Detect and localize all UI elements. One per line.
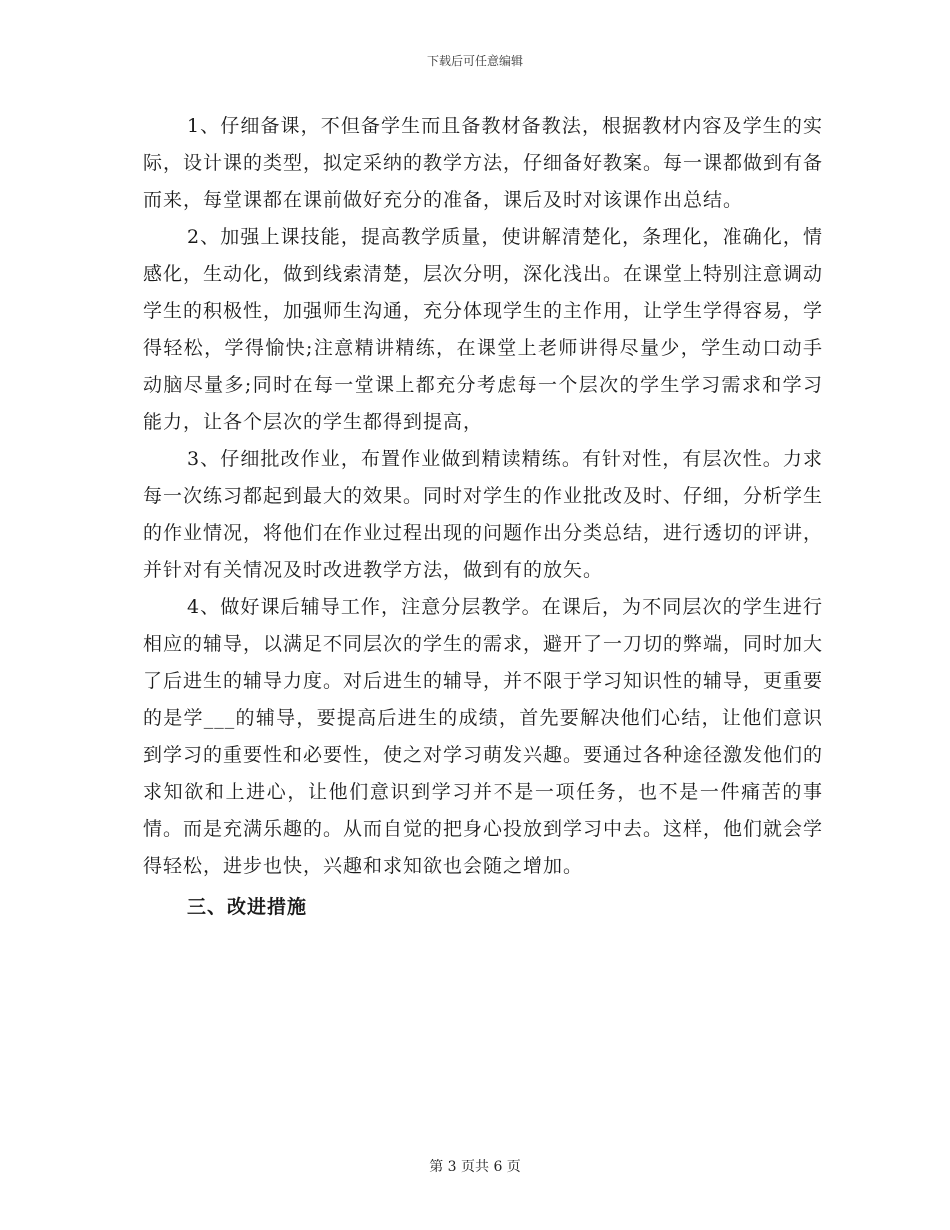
page-footer: 第 3 页共 6 页 <box>429 1159 521 1175</box>
paragraph-4: 4、做好课后辅导工作，注意分层教学。在课后，为不同层次的学生进行相应的辅导，以满足不同层次的学生的需求，避开了一刀切的弊端，同时加大了后进生的辅导力度。对后进生的辅导，并不限于学习知识性的辅导，更重要的是学___的辅导，要提高后进生的成绩，首先要解决他们心结，让他们意识到学习的重要性和必要性，使之对学习萌发兴趣。要通过各种途径激发他们的求知欲和上进心，让他们意识到学习并不是一项任务，也不是一件痛苦的事情。而是充满乐趣的。从而自觉的把身心投放到学习中去。这样，他们就会学得轻松，进步也快，兴趣和求知欲也会随之增加。 <box>143 596 824 877</box>
document-body <box>143 108 823 927</box>
page-header: 下载后可任意编辑 <box>426 54 523 68</box>
paragraph-1: 1、仔细备课，不但备学生而且备教材备教法，根据教材内容及学生的实际，设计课的类型，拟定采纳的教学方法，仔细备好教案。每一课都做到有备而来，每堂课都在课前做好充分的准备，课后及时对该课作出总结。 <box>143 115 824 211</box>
section-heading: 三、改进措施 <box>187 896 308 918</box>
paragraph-2: 2、加强上课技能，提高教学质量，使讲解清楚化，条理化，准确化，情感化，生动化，做到线索清楚，层次分明，深化浅出。在课堂上特别注意调动学生的积极性，加强师生沟通，充分体现学生的主作用，让学生学得容易，学得轻松，学得愉快;注意精讲精练，在课堂上老师讲得尽量少，学生动口动手动脑尽量多;同时在每一堂课上都充分考虑每一个层次的学生学习需求和学习能力，让各个层次的学生都得到提高， <box>143 226 824 433</box>
paragraph-3: 3、仔细批改作业，布置作业做到精读精练。有针对性，有层次性。力求每一次练习都起到最大的效果。同时对学生的作业批改及时、仔细，分析学生的作业情况，将他们在作业过程出现的问题作出分类总结，进行透切的评讲，并针对有关情况及时改进教学方法，做到有的放矢。 <box>143 448 824 581</box>
